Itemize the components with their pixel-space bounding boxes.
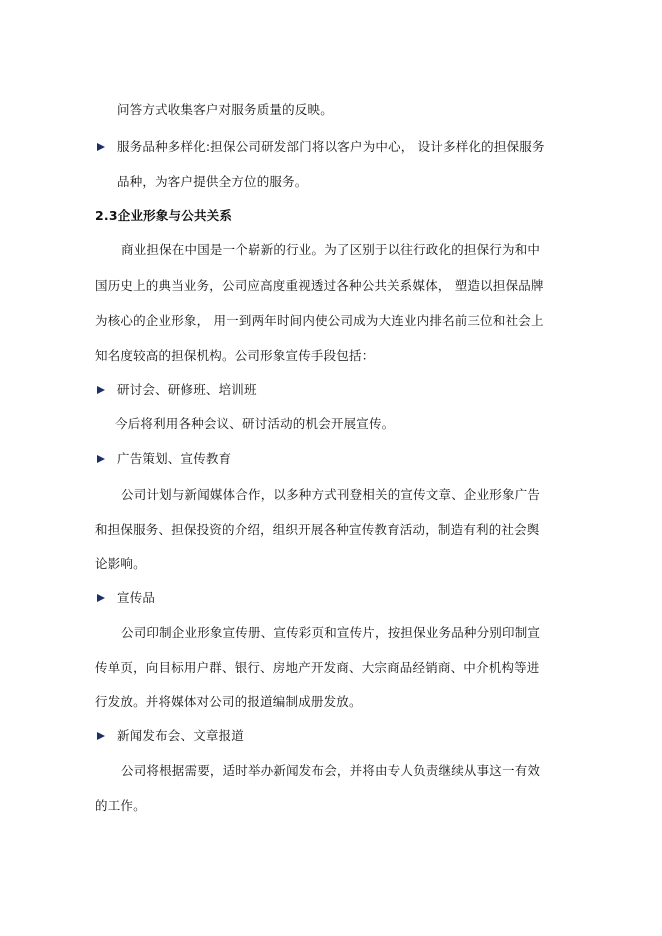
bullet-item: 宣传品	[117, 590, 156, 605]
bullet-icon	[97, 143, 105, 151]
bullet-item: 服务品种多样化:担保公司研发部门将以客户为中心， 设计多样化的担保服务	[117, 139, 545, 154]
paragraph-line: 的工作。	[95, 798, 146, 813]
bullet-item: 研讨会、研修班、培训班	[117, 382, 257, 397]
bullet-icon	[97, 386, 105, 394]
paragraph-line: 为核心的企业形象， 用一到两年时间内使公司成为大连业内排名前三位和社会上	[95, 313, 544, 328]
paragraph-line: 传单页，向目标用户群、银行、房地产开发商、大宗商品经销商、中介机构等进	[95, 660, 540, 675]
paragraph-line: 和担保服务、担保投资的介绍，组织开展各种宣传教育活动，制造有利的社会舆	[95, 522, 540, 537]
bullet-icon	[97, 455, 105, 463]
bullet-item: 新闻发布会、文章报道	[117, 728, 245, 743]
paragraph-line: 公司印制企业形象宣传册、宣传彩页和宣传片，按担保业务品种分别印制宣	[121, 625, 541, 640]
bullet-icon	[97, 594, 105, 602]
paragraph-line: 论影响。	[95, 556, 146, 571]
bullet-item: 广告策划、宣传教育	[117, 451, 232, 466]
paragraph-line: 公司将根据需要，适时举办新闻发布会，并将由专人负责继续从事这一有效	[121, 763, 541, 778]
paragraph-line: 行发放。并将媒体对公司的报道编制成册发放。	[95, 694, 362, 709]
section-heading: 2.3企业形象与公共关系	[95, 208, 233, 223]
paragraph-line: 知名度较高的担保机构。公司形象宣传手段包括：	[95, 348, 375, 363]
paragraph-line: 问答方式收集客户对服务质量的反映。	[117, 102, 333, 117]
paragraph-line: 商业担保在中国是一个崭新的行业。为了区别于以往行政化的担保行为和中	[121, 242, 541, 257]
paragraph-line: 国历史上的典当业务，公司应高度重视透过各种公共关系媒体， 塑造以担保品牌	[95, 278, 544, 293]
paragraph-line: 今后将利用各种会议、研讨活动的机会开展宣传。	[115, 416, 395, 431]
bullet-icon	[97, 732, 105, 740]
paragraph-line: 公司计划与新闻媒体合作，以多种方式刊登相关的宣传文章、企业形象广告	[121, 487, 541, 502]
paragraph-line: 品种，为客户提供全方位的服务。	[117, 174, 308, 189]
